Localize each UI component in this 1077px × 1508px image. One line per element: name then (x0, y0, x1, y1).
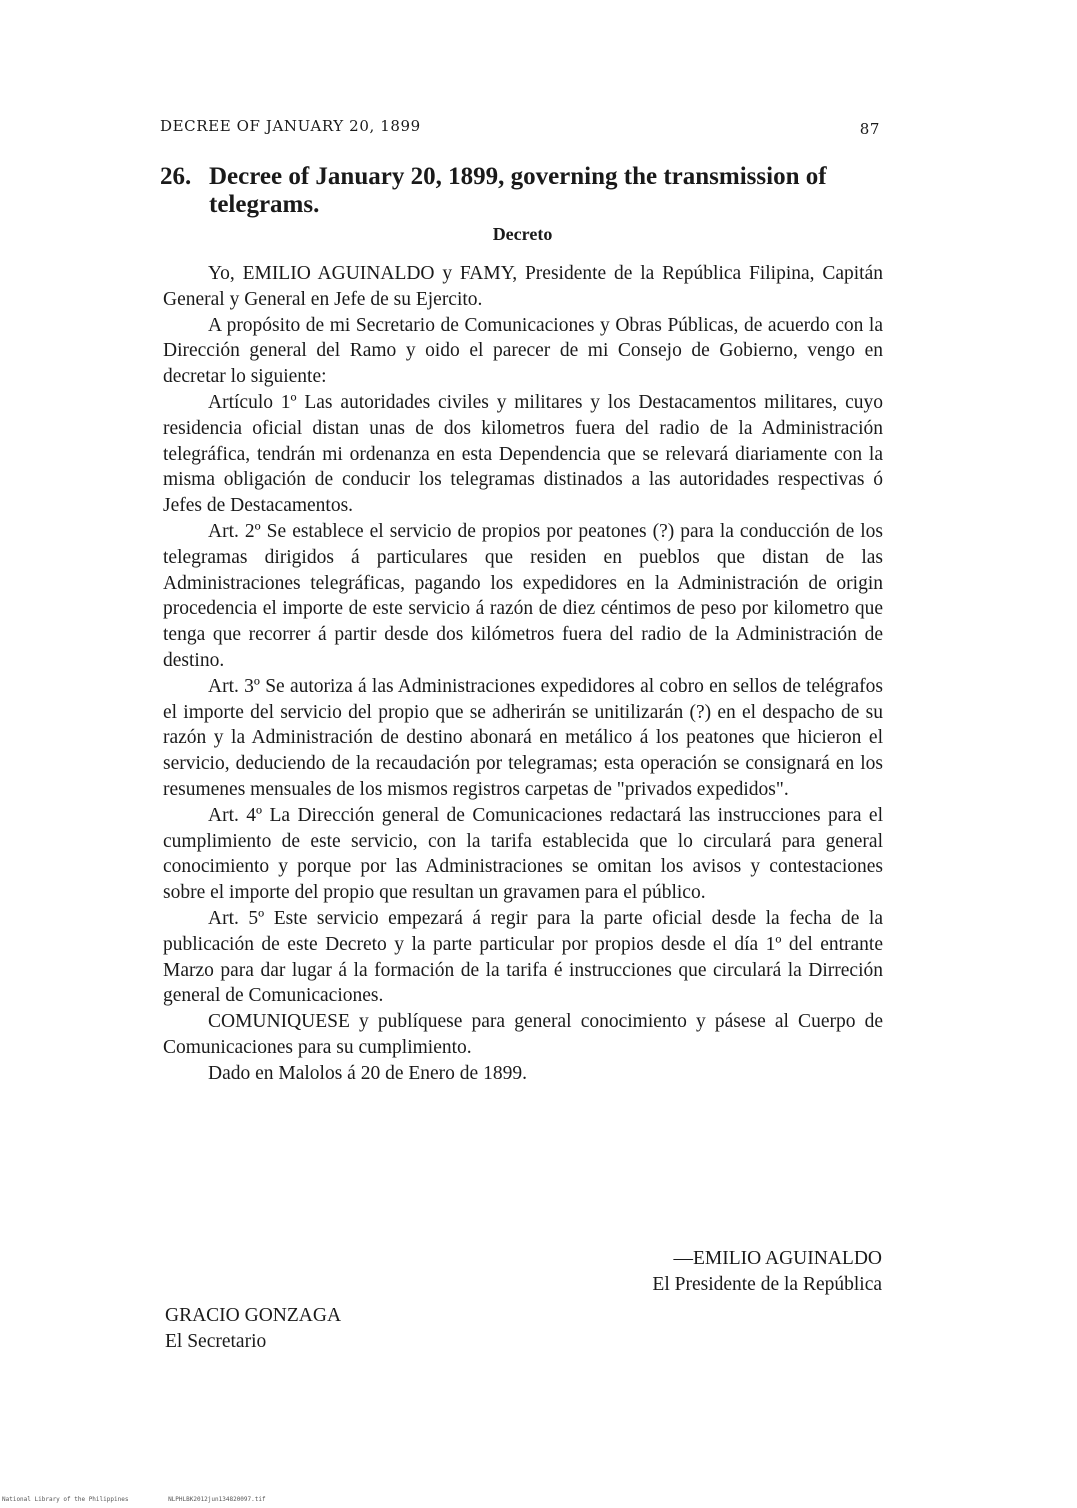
running-head (160, 117, 880, 138)
scan-footer (2, 1496, 302, 1503)
section-number: 26. (160, 163, 192, 190)
decree-subheading: Decreto (492, 224, 553, 244)
paragraph-article-3: Art. 3º Se autoriza á las Administraciones expedidores al cobro en sellos de telégrafos el importe del servicio del propio que se adherirán se unitilizarán (?) en el despacho de su razón y la Administración de destino abonará en metálico á los peatones que hicieron el servicio, deduciendo de la recaudación por telegramas; esta operación se consignará en los resumenes mensuales de los mismos registros carpetas de "privados expedidos". (163, 675, 883, 800)
decree-body (163, 261, 883, 1087)
section-heading (160, 163, 885, 219)
secretary-name: GRACIO GONZAGA (165, 1305, 342, 1326)
paragraph-date-place: Dado en Malolos á 20 de Enero de 1899. (208, 1062, 527, 1084)
footer-file-id: NLPHLBK2012jun134820097.tif (168, 1496, 266, 1503)
page-number: 87 (859, 120, 880, 138)
paragraph-article-1: Artículo 1º Las autoridades civiles y militares y los Destacamentos militares, cuyo residencia oficial distan unas de dos kilometros fuera del radio de la Administración telegráfica, tendrán mi ordenanza en esta Dependencia que se relevará diariamente con la misma obligación de conducir los telegramas distinados a las autoridades respectivas ó Jefes de Destacamentos. (163, 391, 883, 517)
paragraph-article-4: Art. 4º La Dirección general de Comunicaciones redactará las instrucciones para el cumplimiento de este servicio, con la tarifa establecida que lo circulará para general conocimiento y porque por las Administraciones se omitan los avisos y contestaciones sobre el importe del propio que resultan un gravamen para el público. (163, 804, 883, 904)
paragraph-preamble: Yo, EMILIO AGUINALDO y FAMY, Presidente de la República Filipina, Capitán General y General en Jefe de su Ejercito. (163, 263, 883, 310)
footer-source: National Library of the Philippines (2, 1496, 129, 1503)
president-title: El Presidente de la República (652, 1274, 882, 1295)
signature-secretary (165, 1303, 565, 1355)
secretary-title: El Secretario (165, 1331, 267, 1352)
paragraph-article-2: Art. 2º Se establece el servicio de propios por peatones (?) para la conducción de los telegramas dirigidos á particulares que residen en pueblos que distan de las Administraciones telegráficas, pagando los expedidores en la Administración de origin procedencia el importe de este servicio á razón de diez céntimos de peso por kilometro que tenga que recorrer á partir desde dos kilómetros fuera del radio de la Administración de destino. (163, 520, 883, 671)
section-title: Decree of January 20, 1899, governing the transmission of telegrams. (209, 163, 827, 218)
paragraph-publication: COMUNIQUESE y publíquese para general conocimiento y pásese al Cuerpo de Comunicaciones para su cumplimiento. (163, 1011, 883, 1058)
paragraph-proposal: A propósito de mi Secretario de Comunicaciones y Obras Públicas, de acuerdo con la Dirección general del Ramo y oido el parecer de mi Consejo de Gobierno, vengo en decretar lo siguiente: (163, 314, 883, 388)
signature-president (560, 1246, 882, 1298)
president-name: —EMILIO AGUINALDO (673, 1248, 882, 1269)
running-head-title: DECREE OF JANUARY 20, 1899 (160, 117, 421, 135)
paragraph-article-5: Art. 5º Este servicio empezará á regir para la parte oficial desde la fecha de la publicación de este Decreto y la parte particular por propios desde el día 1º del entrante Marzo para dar lugar á la formación de la tarifa é instrucciones que circulará la Dirreción general de Comunicaciones. (163, 907, 883, 1007)
